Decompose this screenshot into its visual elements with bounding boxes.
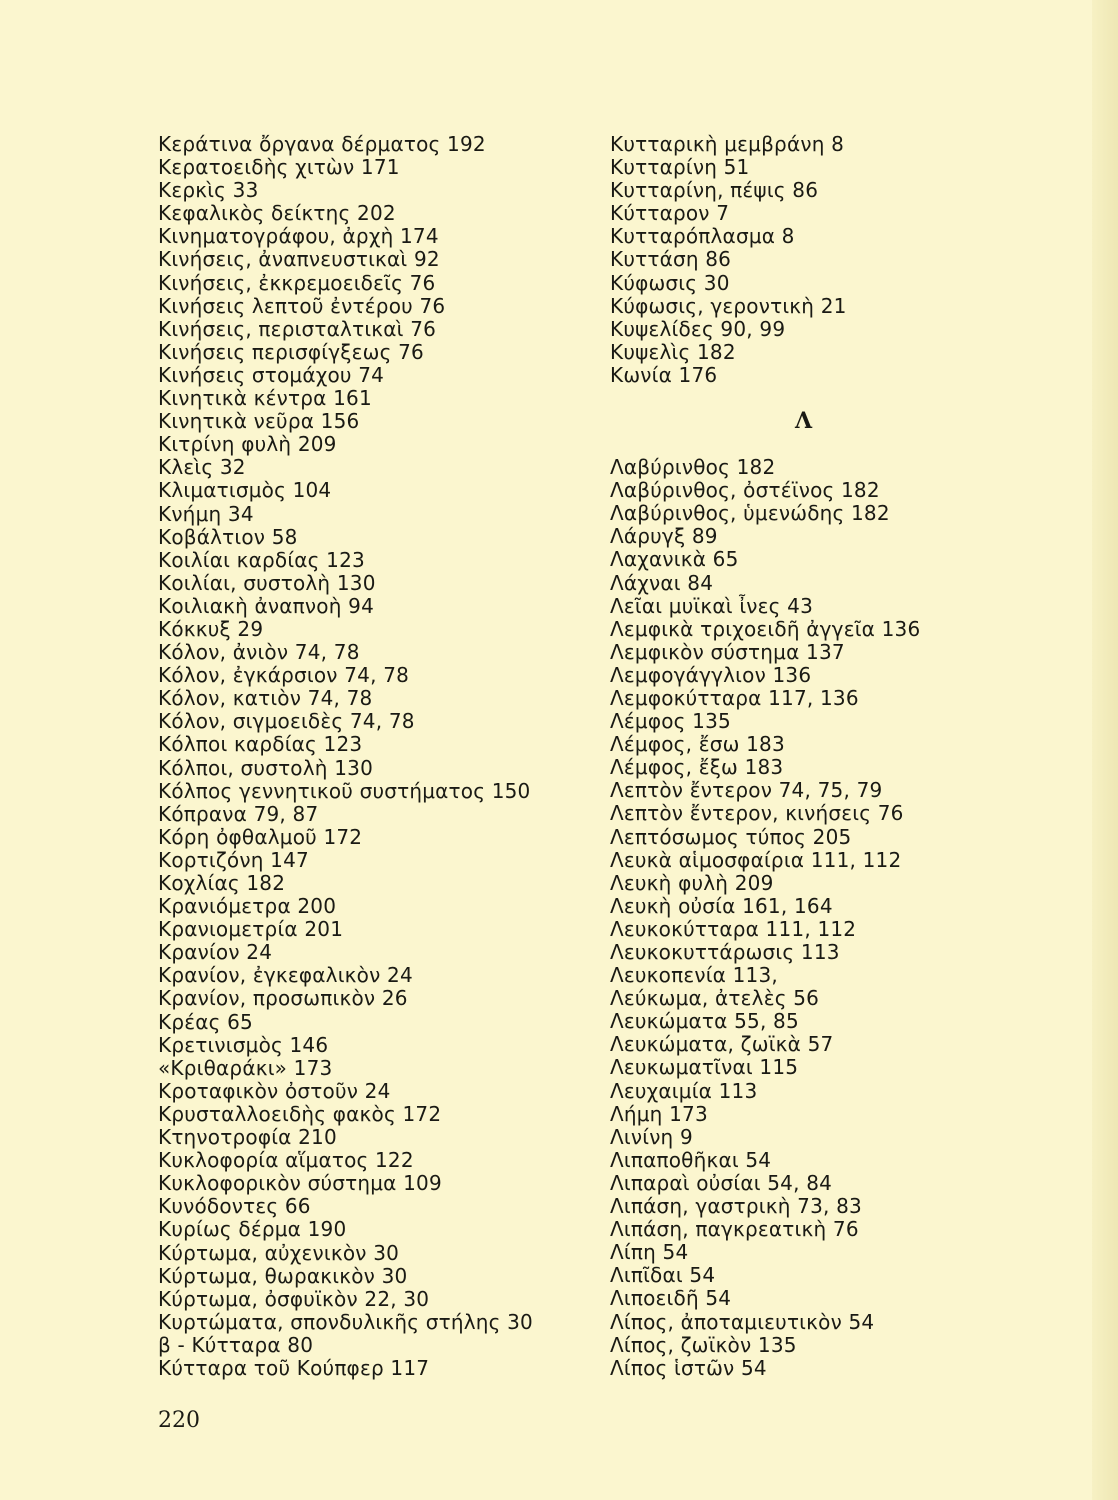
index-entry: Κυτταρόπλασμα 8: [610, 224, 795, 249]
index-entry: Κερατοειδὴς χιτὼν 171: [158, 155, 400, 180]
index-entry: Λιποειδῆ 54: [610, 1286, 732, 1311]
index-entry: Λαχανικὰ 65: [610, 547, 739, 572]
index-entry: Κυτταρίνη 51: [610, 155, 750, 180]
index-entry: Λίπη 54: [610, 1240, 689, 1265]
index-entry: Κνήμη 34: [158, 501, 254, 526]
index-entry: Κυψελίδες 90, 99: [610, 316, 786, 341]
letter-heading: Λ: [795, 408, 813, 435]
index-entry: Κύτταρα τοῦ Κούπφερ 117: [158, 1355, 430, 1380]
index-entry: Λάχναι 84: [610, 570, 714, 595]
index-entry: Λευκοκυττάρωσις 113: [610, 940, 840, 964]
index-entry: Λευκὰ αἱμοσφαίρια 111, 112: [610, 847, 902, 872]
index-entry: Λινίνη 9: [610, 1124, 693, 1149]
index-entry: Κοιλίαι καρδίας 123: [158, 547, 365, 572]
index-entry: Λαβύρινθος, ὀστέϊνος 182: [610, 478, 880, 503]
index-entry: Κυκλοφορικὸν σύστημα 109: [158, 1171, 442, 1196]
index-entry: Κινήσεις στομάχου 74: [158, 362, 385, 387]
index-entry: Λεπτὸν ἔντερον, κινήσεις 76: [610, 801, 904, 826]
index-entry: Κρανιομετρία 201: [158, 917, 344, 942]
index-entry: Κρανίον 24: [158, 940, 273, 965]
index-entry: Κοιλιακὴ ἀναπνοὴ 94: [158, 593, 374, 618]
index-entry: Κόλποι καρδίας 123: [158, 732, 363, 757]
index-entry: Λήμη 173: [610, 1101, 708, 1126]
index-column-left: [158, 133, 578, 1380]
index-entry: Λεπτόσωμος τύπος 205: [610, 824, 852, 849]
index-entry: Λευκωματῖναι 115: [610, 1055, 799, 1080]
index-entry: Κρανίον, προσωπικὸν 26: [158, 986, 408, 1011]
index-entry: Λευκὴ φυλὴ 209: [610, 870, 774, 895]
index-entry: Κερκὶς 33: [158, 178, 259, 203]
index-entry: Κινήσεις, ἐκκρεμοειδεῖς 76: [158, 270, 436, 295]
index-entry: «Κριθαράκι» 173: [158, 1055, 333, 1080]
index-entry: Λιπάση, παγκρεατικὴ 76: [610, 1217, 859, 1242]
index-entry: Κρυσταλλοειδὴς φακὸς 172: [158, 1101, 442, 1126]
index-entry: Κυτταρίνη, πέψις 86: [610, 178, 819, 203]
index-group-lambda: [610, 456, 1050, 1380]
index-entry: Κόλον, ἐγκάρσιον 74, 78: [158, 663, 410, 688]
index-entry: Κυκλοφορία αἵματος 122: [158, 1148, 414, 1173]
index-entry: Λευκώματα, ζωϊκὰ 57: [610, 1032, 834, 1057]
index-entry: Λεῖαι μυϊκαὶ ἶνες 43: [610, 593, 814, 618]
index-entry: Κροταφικὸν ὀστοῦν 24: [158, 1078, 391, 1103]
index-entry: Κοιλίαι, συστολὴ 130: [158, 570, 376, 595]
index-entry: Λίπος, ζωϊκὸν 135: [610, 1332, 797, 1357]
index-entry: Λεμφογάγγλιον 136: [610, 662, 812, 687]
index-entry: Κινηματογράφου, ἀρχὴ 174: [158, 224, 439, 249]
index-entry: Λεμφικὰ τριχοειδῆ ἀγγεῖα 136: [610, 616, 921, 641]
index-entry: Κύρτωμα, θωρακικὸν 30: [158, 1263, 408, 1288]
index-entry: Κόλον, σιγμοειδὲς 74, 78: [158, 709, 415, 734]
index-entry: Κινήσεις λεπτοῦ ἐντέρου 76: [158, 293, 446, 318]
index-entry: Κόλον, ἀνιὸν 74, 78: [158, 640, 360, 665]
index-entry: Κρετινισμὸς 146: [158, 1032, 329, 1057]
index-entry: Λιπαποθῆκαι 54: [610, 1147, 772, 1172]
index-entry: Λεμφικὸν σύστημα 137: [610, 639, 845, 664]
index-entry: Κόπρανα 79, 87: [158, 801, 319, 826]
index-entry: Λιπαραὶ οὐσίαι 54, 84: [610, 1170, 833, 1195]
index-entry: Κινήσεις, ἀναπνευστικαὶ 92: [158, 247, 440, 272]
index-entry: Κρανίον, ἐγκεφαλικὸν 24: [158, 963, 413, 988]
page-edge: [1092, 0, 1118, 1500]
index-entry: Κορτιζόνη 147: [158, 847, 309, 872]
index-entry: Κόκκυξ 29: [158, 616, 264, 641]
index-entry: Κινητικὰ νεῦρα 156: [158, 409, 360, 434]
index-entry: Λευκοπενία 113,: [610, 963, 778, 988]
index-entry: Λεμφοκύτταρα 117, 136: [610, 685, 859, 710]
index-entry: Λέμφος, ἔξω 183: [610, 755, 784, 780]
index-entry: Λευκὴ οὐσία 161, 164: [610, 893, 833, 918]
index-entry: Κοβάλτιον 58: [158, 524, 298, 549]
index-entry: Κρανιόμετρα 200: [158, 894, 337, 919]
index-entry: Κεράτινα ὄργανα δέρματος 192: [158, 132, 486, 156]
index-entry: Κύφωσις, γεροντικὴ 21: [610, 293, 847, 318]
index-entry: Κρέας 65: [158, 1009, 253, 1034]
index-entry: Λιπάση, γαστρικὴ 73, 83: [610, 1194, 862, 1219]
index-entry: Κύρτωμα, αὐχενικὸν 30: [158, 1240, 400, 1265]
index-entry: Κύτταρον 7: [610, 201, 730, 226]
index-entry: Λεύκωμα, ἀτελὲς 56: [610, 986, 820, 1011]
index-entry: β - Κύτταρα 80: [158, 1332, 314, 1357]
index-entry: Κυρτώματα, σπονδυλικῆς στήλης 30: [158, 1309, 533, 1334]
index-entry: Κεφαλικὸς δείκτης 202: [158, 201, 396, 226]
index-entry: Κοχλίας 182: [158, 871, 286, 895]
index-group-kappa-continued: [610, 133, 1050, 387]
index-entry: Κινητικὰ κέντρα 161: [158, 386, 372, 411]
index-entry: Λιπῖδαι 54: [610, 1263, 716, 1288]
index-entry: Κλιματισμὸς 104: [158, 478, 332, 503]
index-entry: Κυψελὶς 182: [610, 339, 736, 364]
index-entry: Κύφωσις 30: [610, 270, 730, 295]
index-entry: Λευχαιμία 113: [610, 1078, 758, 1103]
index-entry: Κινήσεις, περισταλτικαὶ 76: [158, 316, 437, 341]
index-entry: Κυνόδοντες 66: [158, 1194, 311, 1219]
index-entry: Κλεὶς 32: [158, 455, 246, 480]
index-entry: Κυρίως δέρμα 190: [158, 1217, 347, 1242]
index-entry: Κόλπος γεννητικοῦ συστήματος 150: [158, 778, 531, 803]
index-entry: Κόλποι, συστολὴ 130: [158, 755, 373, 780]
index-entry: Κυττάση 86: [610, 247, 732, 272]
index-entry: Κόλον, κατιὸν 74, 78: [158, 686, 373, 711]
index-entry: Λευκώματα 55, 85: [610, 1009, 799, 1034]
index-entry: Λαβύρινθος, ὑμενώδης 182: [610, 501, 890, 526]
index-column-right: [610, 133, 1050, 1380]
index-entry: Κωνία 176: [610, 362, 718, 387]
index-entry: Κιτρίνη φυλὴ 209: [158, 432, 337, 457]
index-entry: Λάρυγξ 89: [610, 524, 718, 549]
index-entry: Κόρη ὀφθαλμοῦ 172: [158, 824, 363, 849]
index-entry: Λαβύρινθος 182: [610, 455, 776, 480]
index-entry: Λεπτὸν ἔντερον 74, 75, 79: [610, 778, 883, 803]
index-entry: Λέμφος, ἔσω 183: [610, 732, 785, 757]
index-entry: Λευκοκύτταρα 111, 112: [610, 916, 857, 941]
index-entry: Κυτταρικὴ μεμβράνη 8: [610, 132, 845, 156]
index-entry: Λίπος, ἀποταμιευτικὸν 54: [610, 1309, 875, 1334]
index-entry: Κτηνοτροφία 210: [158, 1125, 337, 1150]
index-entry: Κύρτωμα, ὀσφυϊκὸν 22, 30: [158, 1286, 430, 1311]
index-entry: Λίπος ἱστῶν 54: [610, 1355, 767, 1380]
index-entry: Κινήσεις περισφίγξεως 76: [158, 339, 424, 364]
index-entry: Λέμφος 135: [610, 709, 731, 734]
page-number: 220: [158, 1408, 200, 1433]
